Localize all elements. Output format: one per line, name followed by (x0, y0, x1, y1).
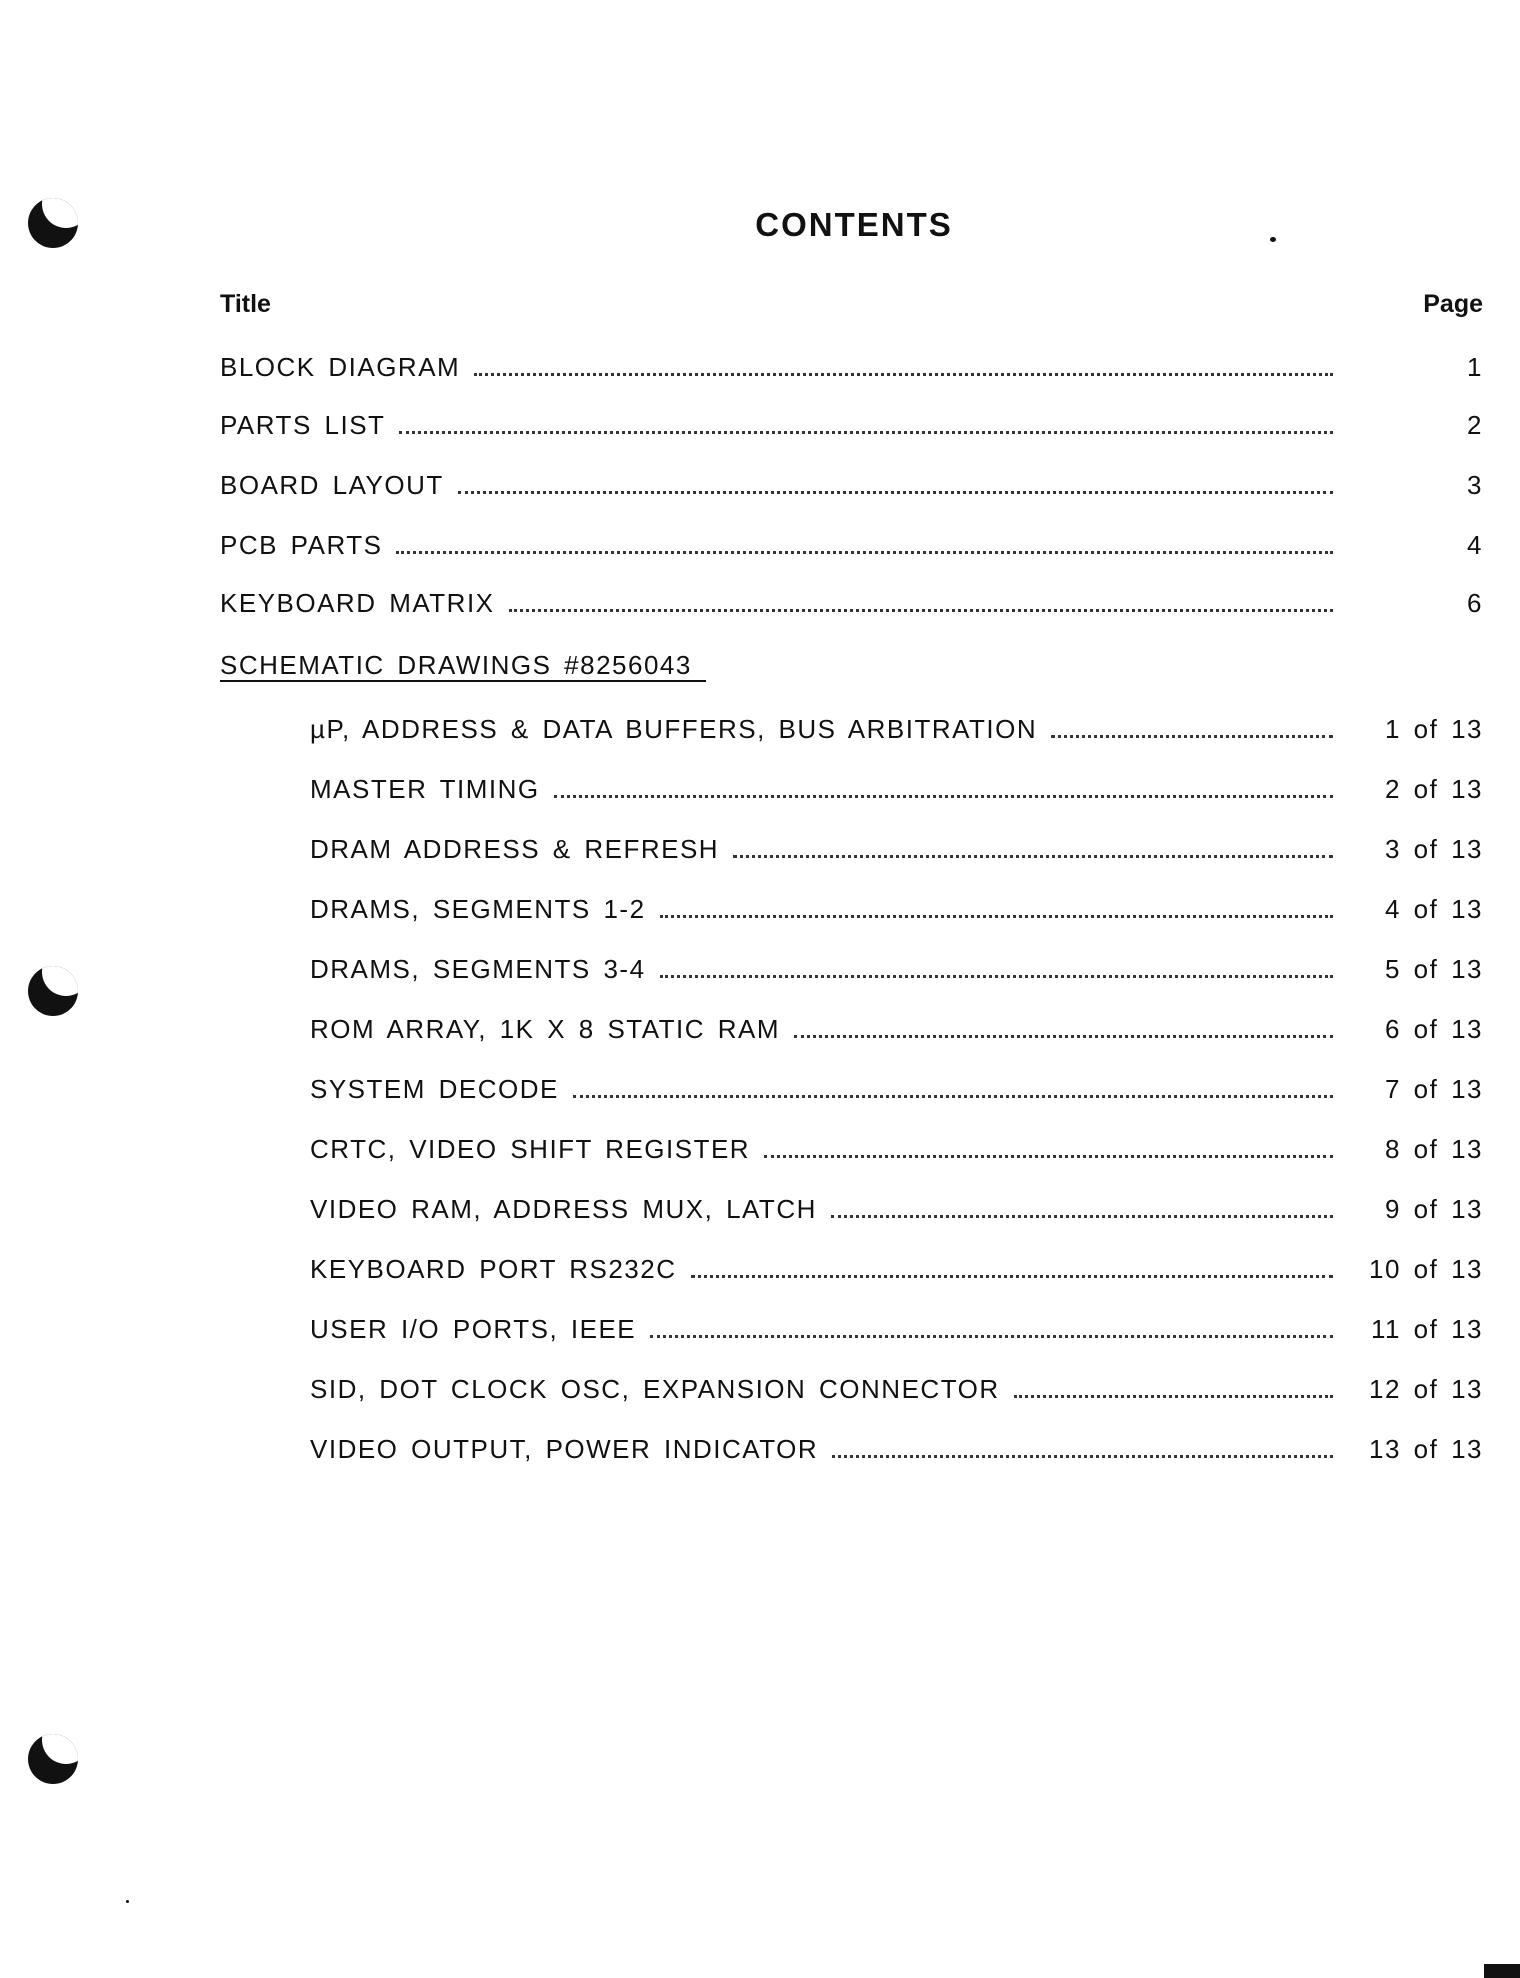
toc-subentry-page: 4 of 13 (1384, 894, 1483, 924)
dot-leader (660, 915, 1333, 918)
toc-subentry-label: KEYBOARD PORT RS232C (310, 1254, 677, 1284)
toc-subentry[interactable] (310, 1014, 1483, 1050)
toc-subentry-page: 7 of 13 (1384, 1074, 1483, 1104)
column-header-title: Title (220, 290, 271, 318)
scan-edge-mark (1484, 1964, 1520, 1978)
toc-subentry-label: VIDEO OUTPUT, POWER INDICATOR (310, 1434, 819, 1464)
toc-entry-page: 4 (1467, 530, 1483, 560)
toc-subentry[interactable] (310, 1134, 1483, 1170)
toc-subentry-page: 12 of 13 (1369, 1374, 1483, 1404)
toc-entry[interactable] (220, 352, 1483, 388)
punch-hole-mark-middle (28, 966, 78, 1016)
toc-entry[interactable] (220, 410, 1483, 446)
toc-subentry-page: 5 of 13 (1384, 954, 1483, 984)
dot-leader (474, 373, 1333, 376)
toc-subentry-page: 11 of 13 (1370, 1314, 1483, 1344)
toc-subentry-page: 2 of 13 (1384, 774, 1483, 804)
scan-speck (126, 1900, 129, 1903)
toc-entry-page: 1 (1467, 352, 1483, 382)
page-title: CONTENTS (755, 206, 953, 243)
dot-leader (399, 431, 1333, 434)
toc-subentry-label: DRAMS, SEGMENTS 1-2 (310, 894, 646, 924)
dot-leader (832, 1455, 1333, 1458)
toc-subentry[interactable] (310, 714, 1483, 750)
toc-subentry-label: SYSTEM DECODE (310, 1074, 559, 1104)
toc-subentry[interactable] (310, 1374, 1483, 1410)
toc-subentry-page: 6 of 13 (1384, 1014, 1483, 1044)
toc-subentry-label: ROM ARRAY, 1K X 8 STATIC RAM (310, 1014, 781, 1044)
toc-subentry-label: CRTC, VIDEO SHIFT REGISTER (310, 1134, 751, 1164)
toc-subentry-page: 8 of 13 (1384, 1134, 1483, 1164)
dot-leader (660, 975, 1333, 978)
dot-leader (396, 551, 1333, 554)
column-header-page: Page (1423, 290, 1483, 318)
toc-subentry-label: SID, DOT CLOCK OSC, EXPANSION CONNECTOR (310, 1374, 1000, 1404)
toc-subentry-label: DRAM ADDRESS & REFRESH (310, 834, 720, 864)
toc-entry[interactable] (220, 530, 1483, 566)
toc-entry-label: PCB PARTS (220, 530, 383, 560)
toc-subentry-label: VIDEO RAM, ADDRESS MUX, LATCH (310, 1194, 817, 1224)
dot-leader (831, 1215, 1333, 1218)
dot-leader (650, 1335, 1333, 1338)
toc-subentry-page: 3 of 13 (1384, 834, 1483, 864)
punch-hole-mark-bottom (28, 1734, 78, 1784)
dot-leader (573, 1095, 1333, 1098)
dot-leader (691, 1275, 1334, 1278)
toc-entry-label: PARTS LIST (220, 410, 386, 440)
dot-leader (458, 491, 1333, 494)
dot-leader (764, 1155, 1333, 1158)
dot-leader (794, 1035, 1333, 1038)
toc-subentry[interactable] (310, 1194, 1483, 1230)
toc-subentry[interactable] (310, 1434, 1483, 1470)
toc-entry-page: 2 (1467, 410, 1483, 440)
toc-subentry-label: µP, ADDRESS & DATA BUFFERS, BUS ARBITRATION (310, 714, 1038, 744)
section-heading[interactable]: SCHEMATIC DRAWINGS #8256043 (220, 650, 706, 682)
toc-subentry-page: 9 of 13 (1384, 1194, 1483, 1224)
dot-leader (1051, 735, 1333, 738)
toc-entry-page: 6 (1467, 588, 1483, 618)
toc-subentry-label: MASTER TIMING (310, 774, 540, 804)
toc-entry-page: 3 (1467, 470, 1483, 500)
toc-subentry-label: DRAMS, SEGMENTS 3-4 (310, 954, 646, 984)
toc-subentry[interactable] (310, 954, 1483, 990)
toc-subentry[interactable] (310, 1254, 1483, 1290)
dot-leader (554, 795, 1333, 798)
dot-leader (509, 609, 1333, 612)
toc-subentry[interactable] (310, 774, 1483, 810)
toc-entry-label: BLOCK DIAGRAM (220, 352, 461, 382)
toc-entry[interactable] (220, 588, 1483, 624)
toc-subentry-label: USER I/O PORTS, IEEE (310, 1314, 637, 1344)
toc-subentry-page: 1 of 13 (1384, 714, 1483, 744)
toc-entry-label: BOARD LAYOUT (220, 470, 444, 500)
toc-subentry[interactable] (310, 1074, 1483, 1110)
dot-leader (1014, 1395, 1333, 1398)
toc-subentry-page: 10 of 13 (1369, 1254, 1483, 1284)
toc-entry[interactable] (220, 470, 1483, 506)
toc-subentry[interactable] (310, 894, 1483, 930)
toc-subentry-page: 13 of 13 (1369, 1434, 1483, 1464)
dot-leader (733, 855, 1333, 858)
toc-subentry[interactable] (310, 834, 1483, 870)
toc-subentry[interactable] (310, 1314, 1483, 1350)
toc-entry-label: KEYBOARD MATRIX (220, 588, 495, 618)
